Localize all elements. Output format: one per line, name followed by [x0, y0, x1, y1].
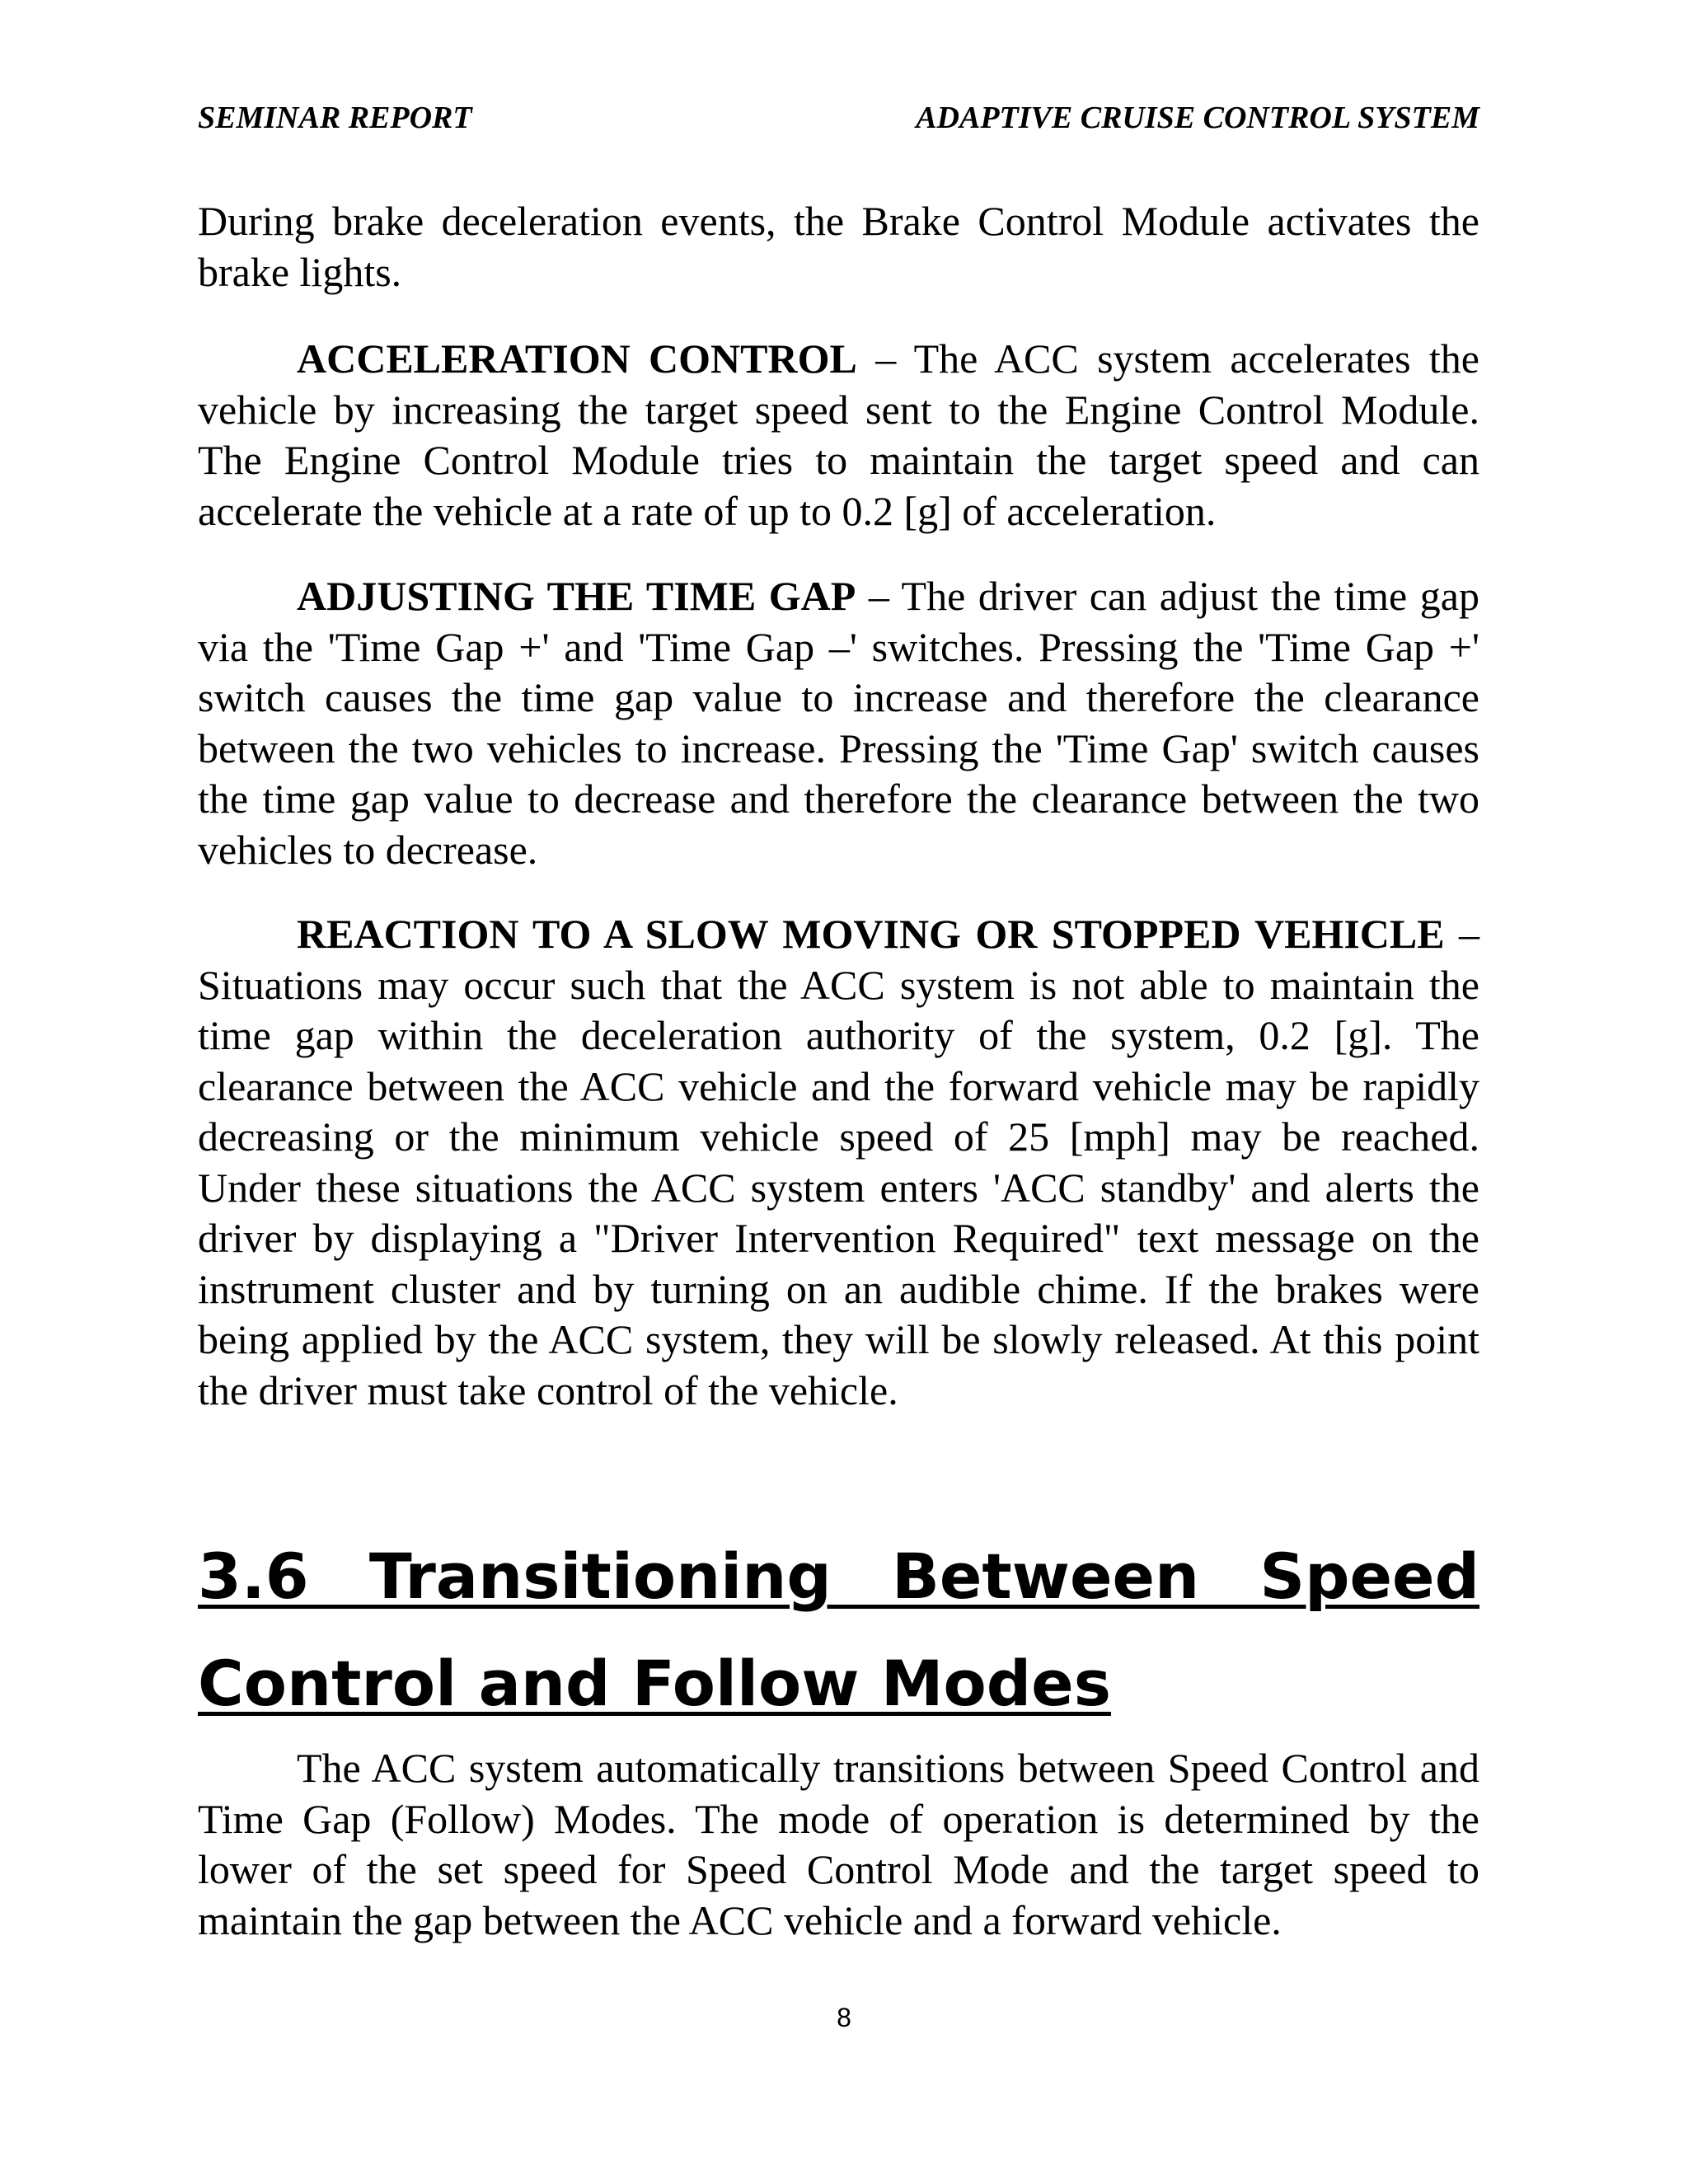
- paragraph-text-acceleration-control: – The ACC system accelerates the vehicle by increasing the target speed sent to the Engine Control Module. The Engine Control Module tries to maintain the target speed and can accelerate the vehicle at a rate of up to 0.2 [g] of acceleration.: [198, 335, 1479, 534]
- page-number: 8: [837, 2003, 851, 2032]
- paragraph-brake-lights: During brake deceleration events, the Brake Control Module activates the brake lights.: [198, 198, 1479, 295]
- paragraph-acceleration-control: [198, 334, 1479, 537]
- paragraph-adjusting-time-gap: [198, 571, 1479, 875]
- paragraph-text-adjusting-time-gap: – The driver can adjust the time gap via the 'Time Gap +' and 'Time Gap –' switches. Pressing the 'Time Gap +' switch causes the time gap value to increase and therefore the clearance between the two vehicles to increase. Pressing the 'Time Gap' switch causes the time gap value to decrease and therefore the clearance between the two vehicles to decrease.: [198, 573, 1479, 873]
- paragraph-text-slow-moving-vehicle: – Situations may occur such that the ACC system is not able to maintain the time gap within the deceleration authority of the system, 0.2 [g]. The clearance between the ACC vehicle and the forward vehicle may be rapidly decreasing or the minimum vehicle speed of 25 [mph] may be reached. Under these situations the ACC system enters 'ACC standby' and alerts the driver by displaying a "Driver Intervention Required" text message on the instrument cluster and by turning on an audible chime. If the brakes were being applied by the ACC system, they will be slowly released. At this point the driver must take control of the vehicle.: [198, 911, 1480, 1413]
- paragraph-heading-slow-moving-vehicle: REACTION TO A SLOW MOVING OR STOPPED VEHICLE: [297, 911, 1445, 957]
- paragraph-slow-moving-vehicle: [198, 909, 1479, 1416]
- header-left-title: SEMINAR REPORT: [198, 101, 472, 135]
- section-heading: 3.6 Transitioning Between Speed Control and Follow Modes: [198, 1540, 1479, 1720]
- paragraph-heading-adjusting-time-gap: ADJUSTING THE TIME GAP: [297, 573, 856, 619]
- header-right-title: ADAPTIVE CRUISE CONTROL SYSTEM: [916, 101, 1479, 135]
- paragraph-mode-transitions: The ACC system automatically transitions between Speed Control and Time Gap (Follow) Modes. The mode of operation is determined by the lower of the set speed for Speed Control Mode and the target speed to maintain the gap between the ACC vehicle and a forward vehicle.: [198, 1745, 1479, 1943]
- paragraph-heading-acceleration-control: ACCELERATION CONTROL: [297, 335, 857, 382]
- running-header: [198, 97, 1479, 138]
